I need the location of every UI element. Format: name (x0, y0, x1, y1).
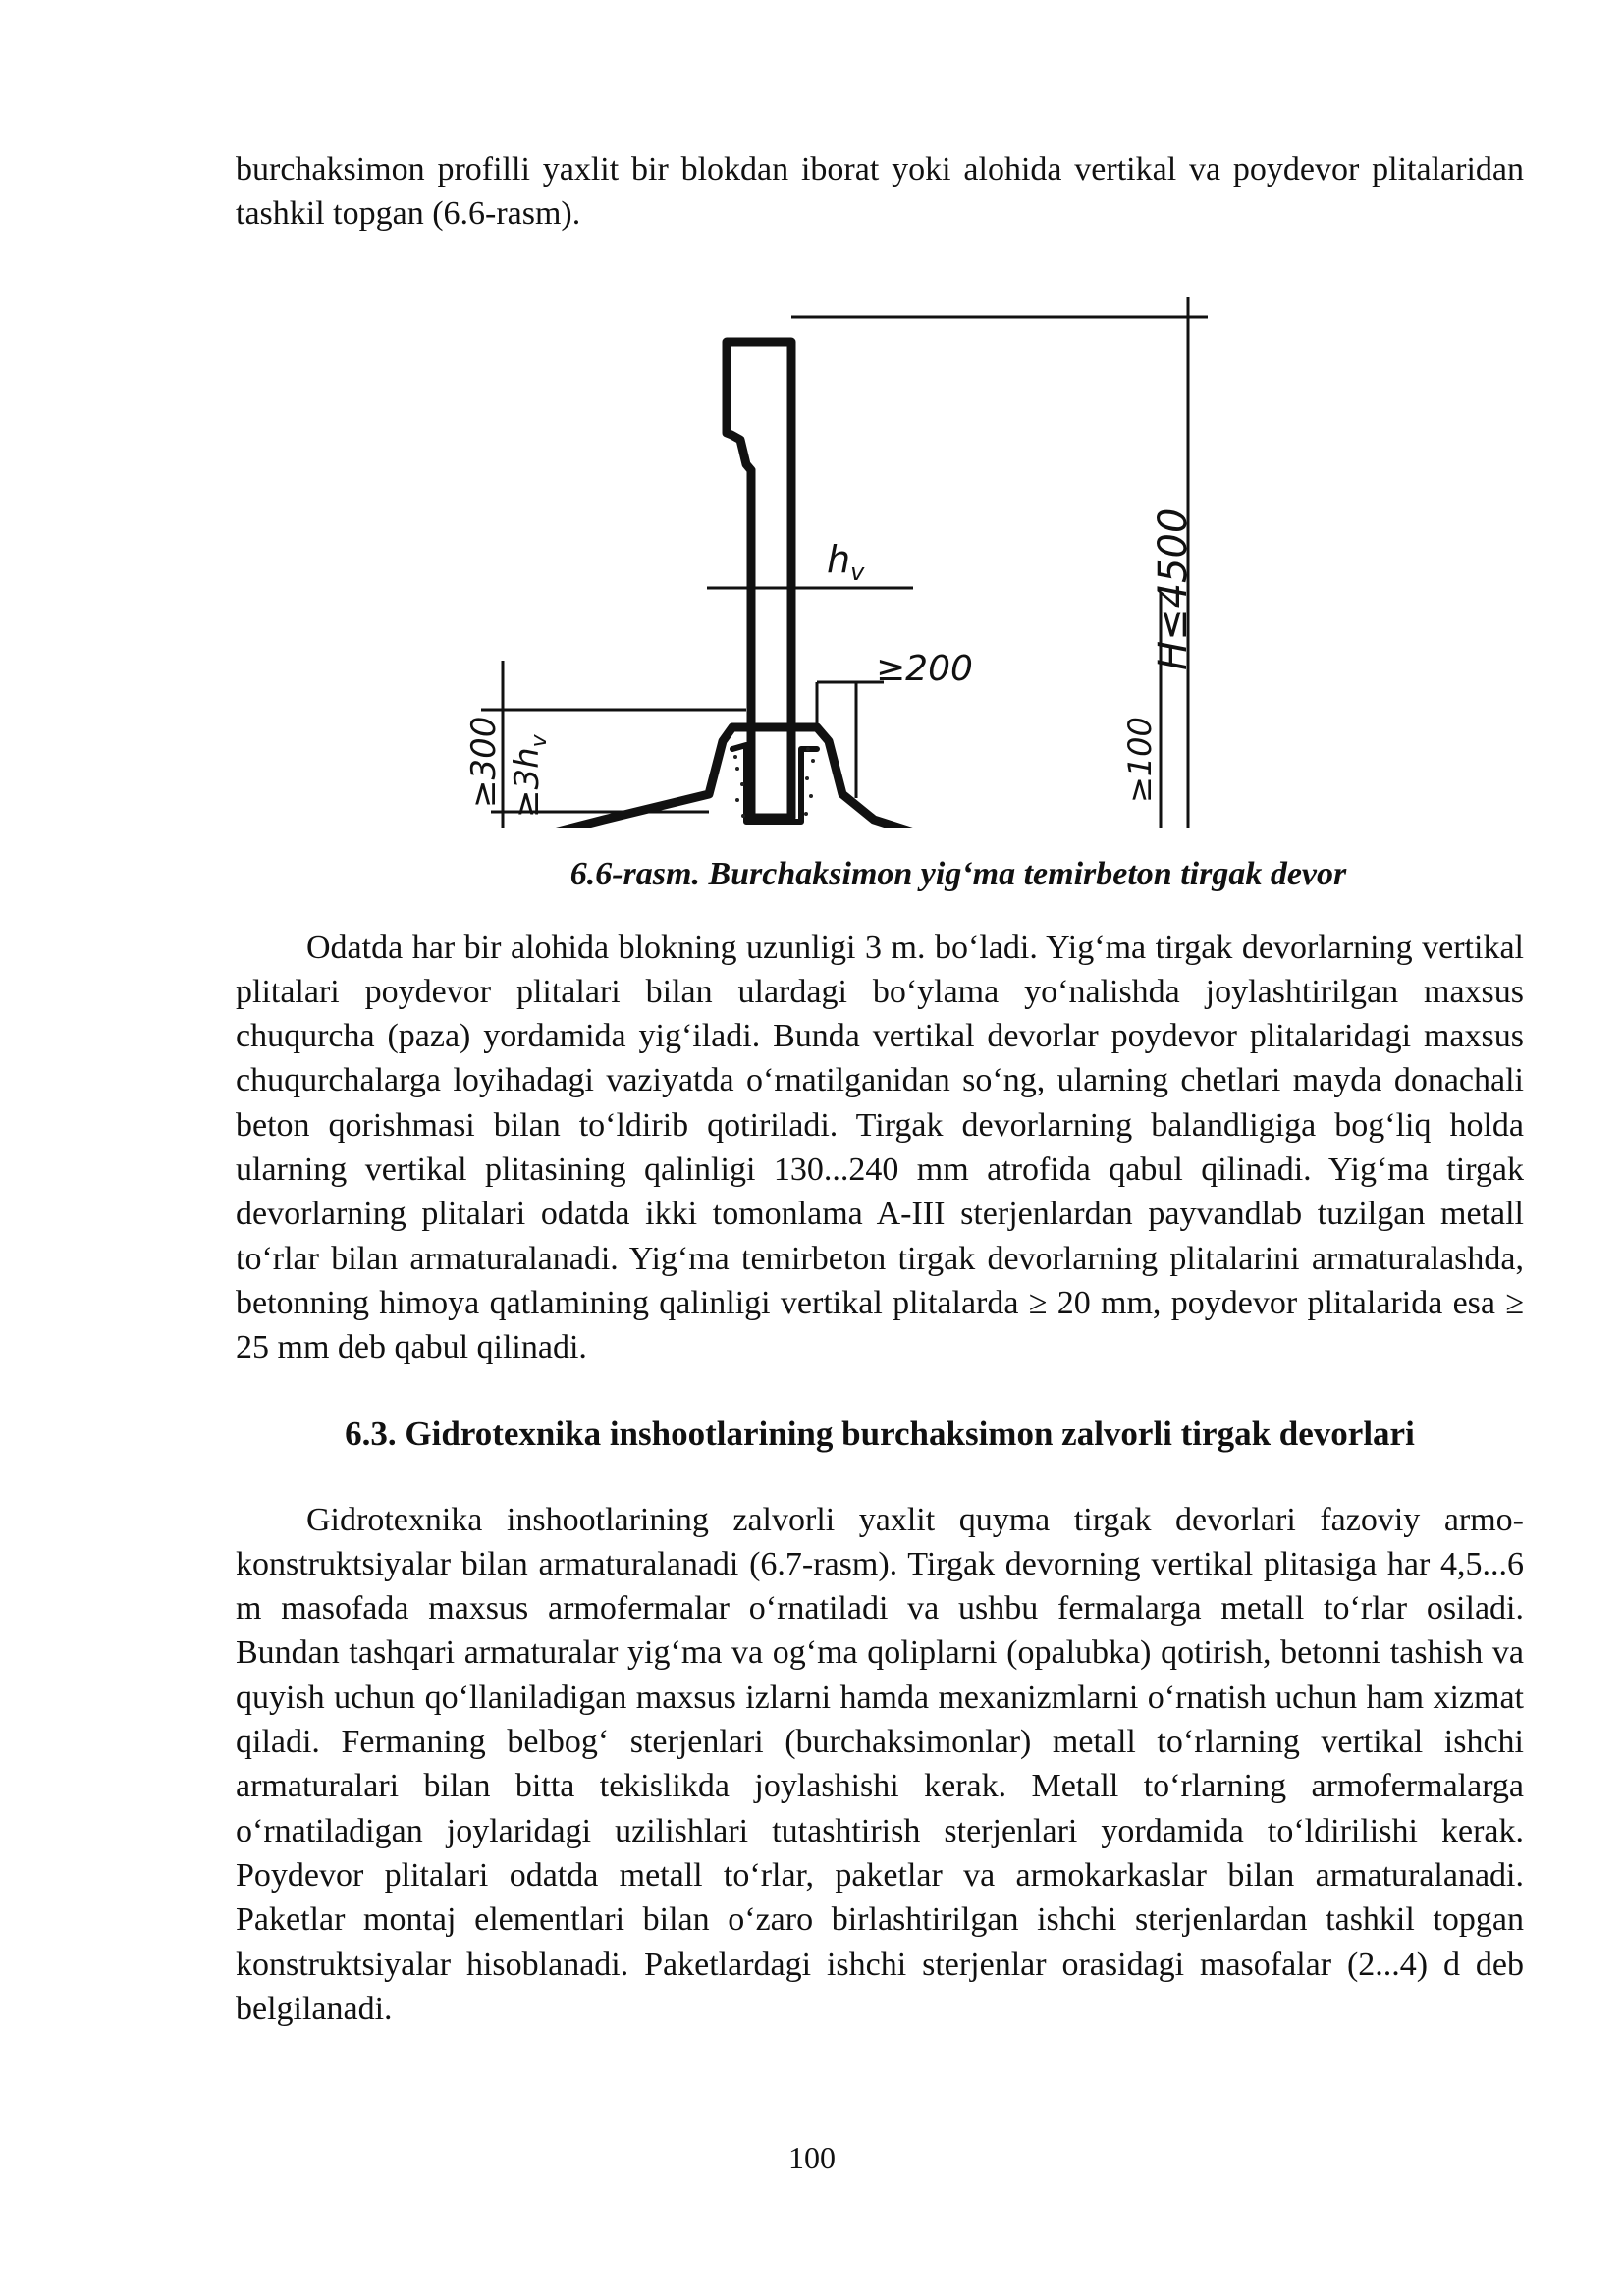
figure-6-6 (236, 239, 1524, 845)
intro-paragraph: burchaksimon profilli yaxlit bir blokdan iborat yoki alohida vertikal va poydevor plitalaridan tashkil topgan (6.6-rasm). (236, 151, 1524, 233)
H-label: H≤4500 (1151, 507, 1196, 670)
paragraph-1 (236, 926, 1524, 1370)
section-heading: 6.3. Gidrotexnika inshootlarining burchaksimon zalvorli tirgak devorlari (345, 1414, 1415, 1453)
cover-vertical-value: ≥ 20 (1028, 1284, 1091, 1321)
cover-foundation-value: ≥ 25 (236, 1284, 1524, 1366)
hv-label: $h_v$ (827, 537, 865, 586)
paragraph-1-end: mm deb qabul qilinadi. (269, 1329, 587, 1366)
paragraph-1-text: Odatda har bir alohida blokning uzunligi 3 m. bo‘ladi. Yig‘ma tirgak devorlarning vertikal plitalari poydevor plitalari bilan ulardagi bo‘ylama yo‘nalishda joylashtirilgan maxsus chuqurcha (paza) yordamida yig‘iladi. Bunda vertikal devorlar poydevor plitalaridagi maxsus chuqurchalarga loyihadagi vaziyatda o‘rnatilganidan so‘ng, ularning chetlari mayda donachali beton qorishmasi bilan to‘ldirib qotiriladi. Tirgak devorlarning balandligiga bog‘liq holda ularning vertikal plitasining qalinligi 130...240 mm atrofida qabul qilinadi. Yig‘ma tirgak devorlarning plitalari odatda ikki tomonlama A-III sterjenlardan payvandlab tuzilgan metall to‘rlar bilan armaturalanadi. Yig‘ma temirbeton tirgak devorlarning plitalarini armaturalashda, betonning himoya qatlamining qalinligi vertikal plitalarda (236, 929, 1524, 1321)
figure-caption: 6.6-rasm. Burchaksimon yig‘ma temirbeton tirgak devor (569, 855, 1347, 892)
paragraph-1-mid: mm, poydevor plitalarida esa (1090, 1284, 1506, 1321)
page-number: 100 (788, 2140, 836, 2175)
ge200-top-label: ≥200 (876, 648, 973, 689)
page-content (236, 147, 1524, 2031)
socket (732, 745, 817, 822)
ge100-label: ≥100 (1121, 716, 1159, 803)
retaining-wall-drawing (452, 239, 1610, 828)
ge3hv-label: $\ge 3h_v$ (508, 733, 552, 818)
paragraph-2: Gidrotexnika inshootlarining zalvorli yaxlit quyma tirgak devorlari fazoviy armo-konstruktsiyalar bilan armaturalanadi (6.7-rasm). Tirgak devorning vertikal plitasiga har 4,5...6 m masofada maxsus armofermalar o‘rnatiladi va ushbu fermalarga metall to‘rlar osiladi. Bundan tashqari armaturalar yig‘ma va og‘ma qoliplarni (opalubka) qotirish, betonni tashish va quyish uchun qo‘llaniladigan maxsus izlarni hamda mexanizmlarni o‘rnatish uchun ham xizmat qiladi. Fermaning belbog‘ sterjenlari (burchaksimonlar) metall to‘rlarning vertikal ishchi armaturalari bilan bitta tekislikda joylashishi kerak. Metall to‘rlarning armofermalarga o‘rnatiladigan joylaridagi uzilishlari tutashtirish sterjenlari yordamida to‘ldirilishi kerak. Poydevor plitalari odatda metall to‘rlar, paketlar va armokarkaslar bilan armaturalanadi. Paketlar montaj elementlari bilan o‘zaro birlashtirilgan ishchi sterjenlardan tashkil topgan konstruktsiyalar hisoblanadi. Paketlardagi ishchi sterjenlar orasidagi masofalar (2...4) d deb belgilanadi. (236, 1501, 1524, 2027)
ge300-label: ≥300 (464, 716, 504, 808)
